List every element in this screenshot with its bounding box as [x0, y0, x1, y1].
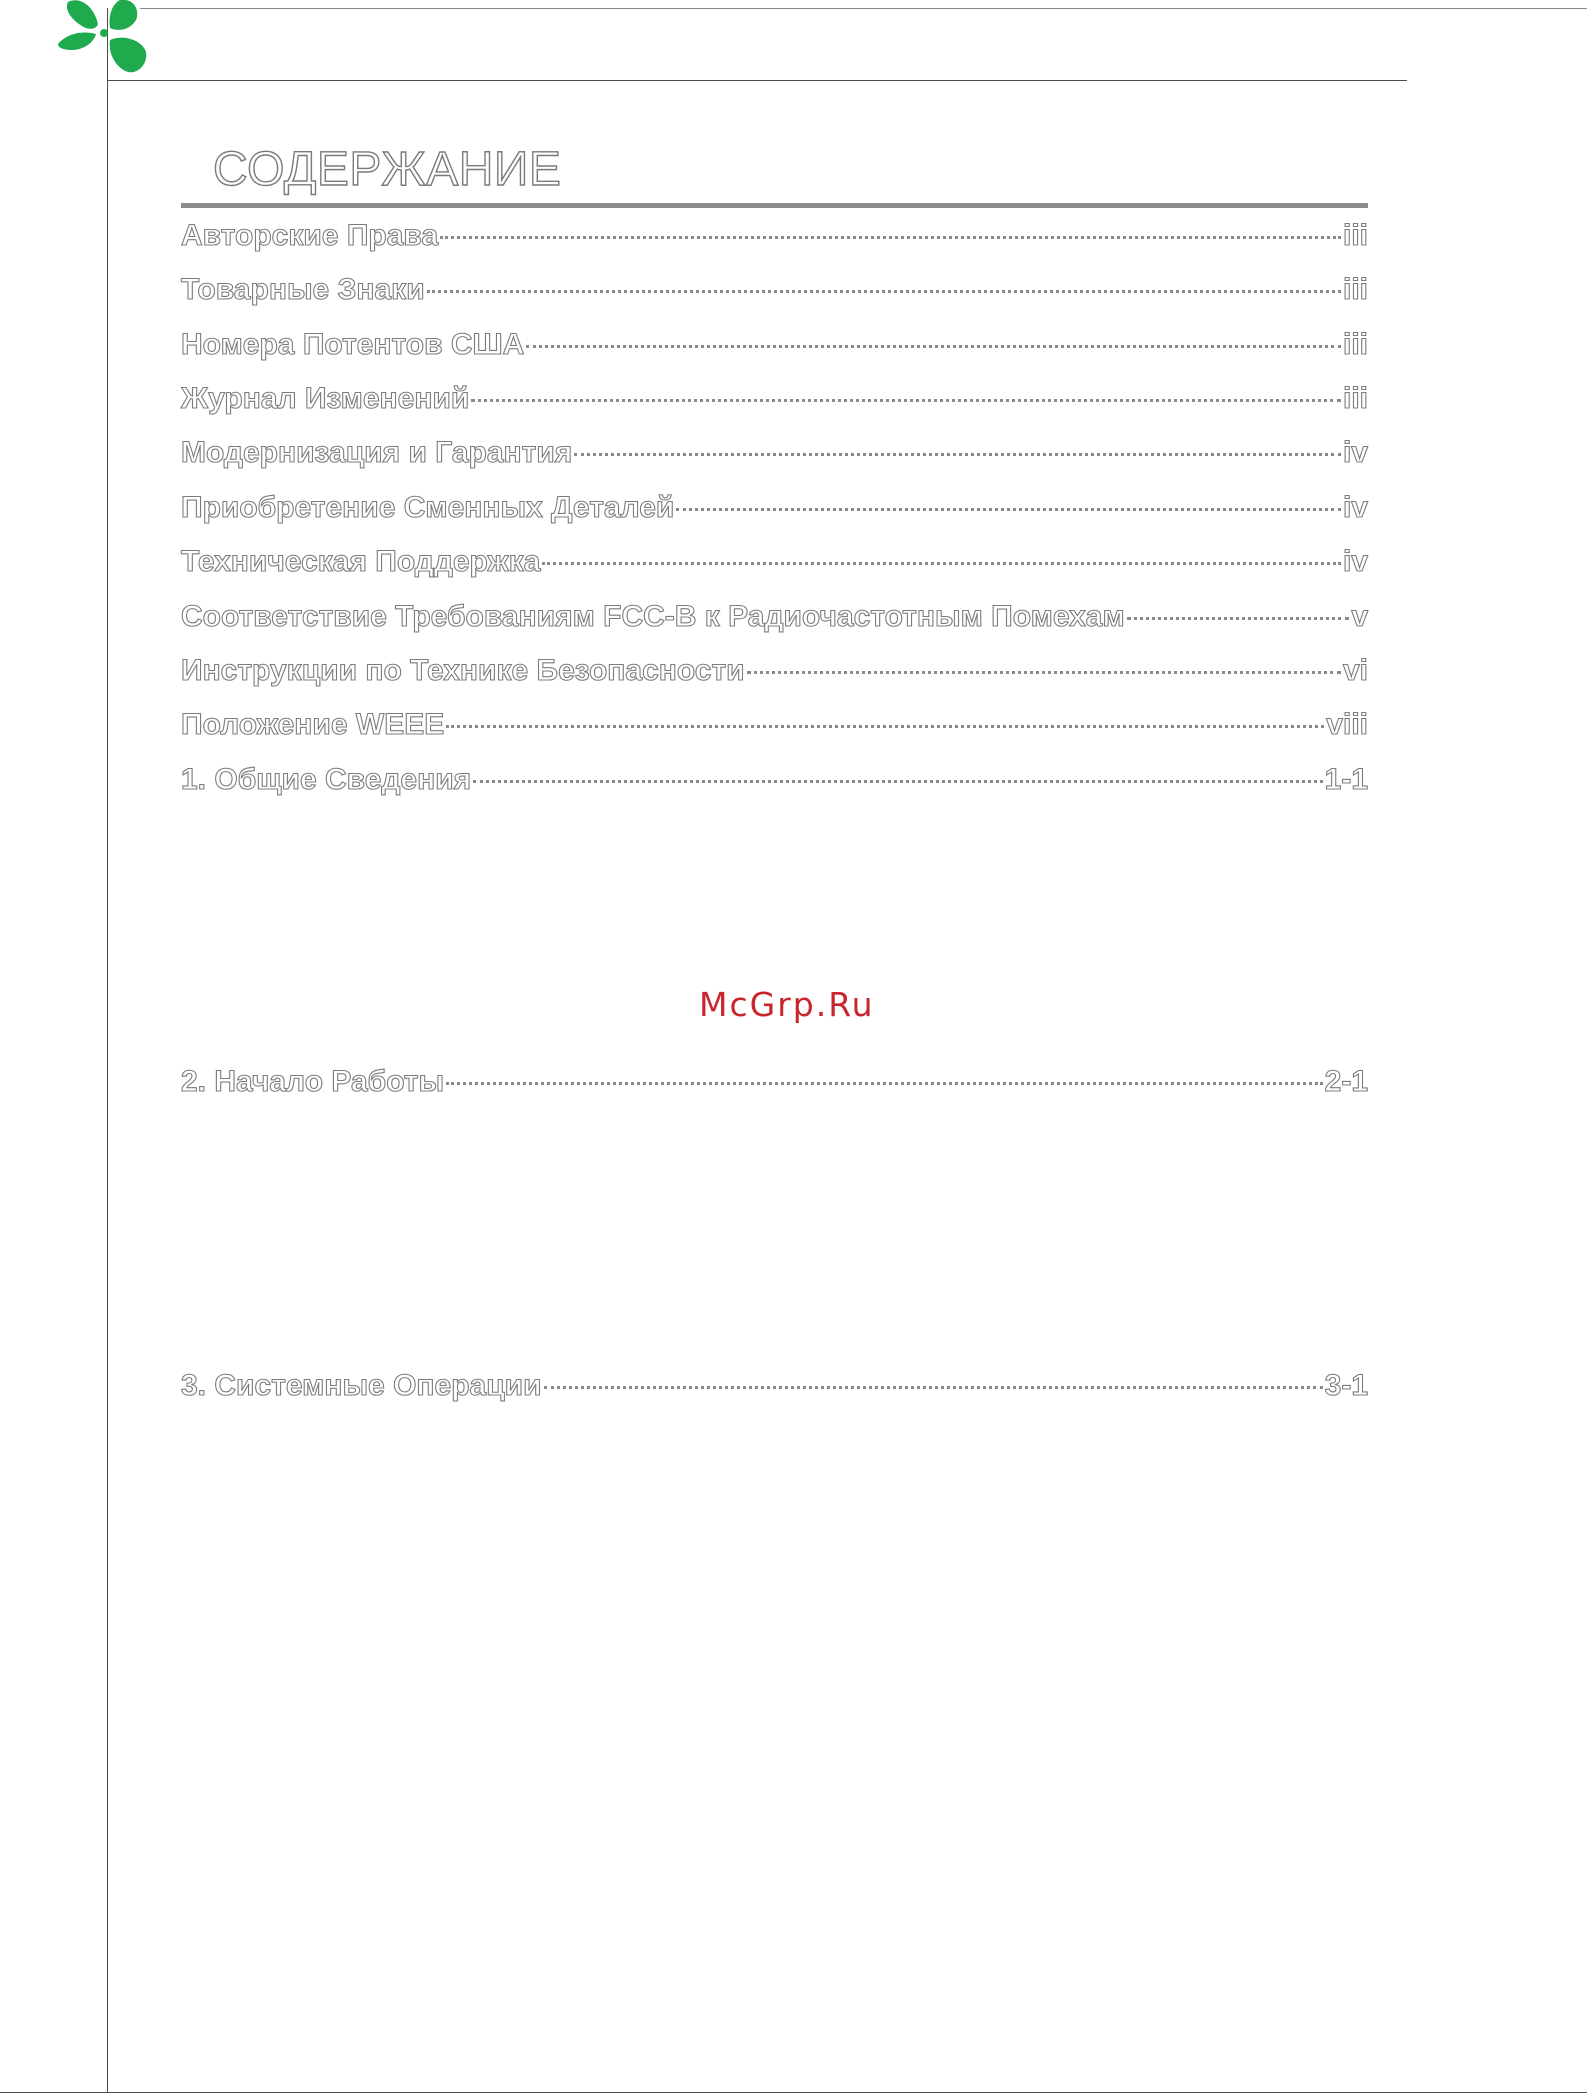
toc-dot-leader — [676, 508, 1341, 511]
toc-entry-upgrade-warranty[interactable] — [181, 433, 1368, 473]
toc-page-number: iii — [1342, 273, 1368, 306]
page-bottom-rule — [0, 2092, 1587, 2093]
toc-dot-leader — [471, 399, 1341, 402]
toc-dot-leader — [446, 725, 1324, 728]
toc-entry-label: Авторские Права — [181, 219, 439, 252]
toc-entry-label: Соответствие Требованиям FCC-B к Радиочастотным Помехам — [181, 600, 1125, 633]
toc-dot-leader — [526, 345, 1341, 348]
toc-dot-leader — [542, 562, 1341, 565]
toc-page-number: 2-1 — [1324, 1065, 1368, 1098]
toc-page-number: iii — [1342, 328, 1368, 361]
toc-entry-label: 2. Начало Работы — [181, 1065, 445, 1098]
toc-entry-label: Номера Потентов США — [181, 328, 525, 361]
toc-page-number: v — [1351, 600, 1368, 633]
toc-entry-fcc-compliance[interactable] — [181, 597, 1368, 637]
toc-entry-replaceable-parts[interactable] — [181, 488, 1368, 528]
toc-title: СОДЕРЖАНИЕ — [213, 143, 562, 196]
title-rule — [181, 203, 1368, 208]
header-rule — [107, 80, 1407, 81]
toc-entry-label: Товарные Знаки — [181, 273, 425, 306]
watermark-text: McGrp.Ru — [699, 985, 875, 1024]
toc-entry-safety-instructions[interactable] — [181, 651, 1368, 691]
toc-dot-leader — [1127, 617, 1350, 620]
page-left-rule — [107, 8, 108, 2093]
toc-entry-label: 1. Общие Сведения — [181, 763, 472, 796]
toc-entry-technical-support[interactable] — [181, 542, 1368, 582]
toc-dot-leader — [427, 290, 1341, 293]
toc-entry-chapter-1[interactable] — [181, 760, 1368, 800]
toc-dot-leader — [544, 1386, 1323, 1389]
page-top-border — [140, 8, 1587, 9]
toc-page-number: iv — [1342, 545, 1368, 578]
toc-dot-leader — [446, 1082, 1323, 1085]
toc-entry-revision-history[interactable] — [181, 379, 1368, 419]
toc-page-number: iv — [1342, 436, 1368, 469]
toc-entry-chapter-3[interactable] — [181, 1366, 1368, 1406]
clover-leaf-icon — [58, 0, 154, 74]
toc-page-number: vi — [1342, 654, 1368, 687]
toc-entry-label: Положение WEEE — [181, 708, 445, 741]
toc-page-number: 1-1 — [1324, 763, 1368, 796]
toc-entry-chapter-2[interactable] — [181, 1062, 1368, 1102]
toc-entry-label: Журнал Изменений — [181, 382, 470, 415]
toc-entry-copyright[interactable] — [181, 216, 1368, 256]
toc-entry-trademarks[interactable] — [181, 270, 1368, 310]
toc-entry-us-patents[interactable] — [181, 325, 1368, 365]
toc-entry-label: Техническая Поддержка — [181, 545, 541, 578]
toc-entry-label: Инструкции по Технике Безопасности — [181, 654, 745, 687]
toc-dot-leader — [440, 236, 1341, 239]
toc-entry-label: Модернизация и Гарантия — [181, 436, 573, 469]
toc-entry-weee[interactable] — [181, 705, 1368, 745]
toc-dot-leader — [574, 453, 1341, 456]
toc-page-number: iii — [1342, 219, 1368, 252]
toc-dot-leader — [747, 671, 1341, 674]
toc-entry-label: 3. Системные Операции — [181, 1369, 542, 1402]
toc-page-number: iv — [1342, 491, 1368, 524]
toc-page-number: viii — [1326, 708, 1368, 741]
toc-page-number: 3-1 — [1324, 1369, 1368, 1402]
toc-page-number: iii — [1342, 382, 1368, 415]
toc-dot-leader — [473, 780, 1322, 783]
toc-entry-label: Приобретение Сменных Деталей — [181, 491, 675, 524]
